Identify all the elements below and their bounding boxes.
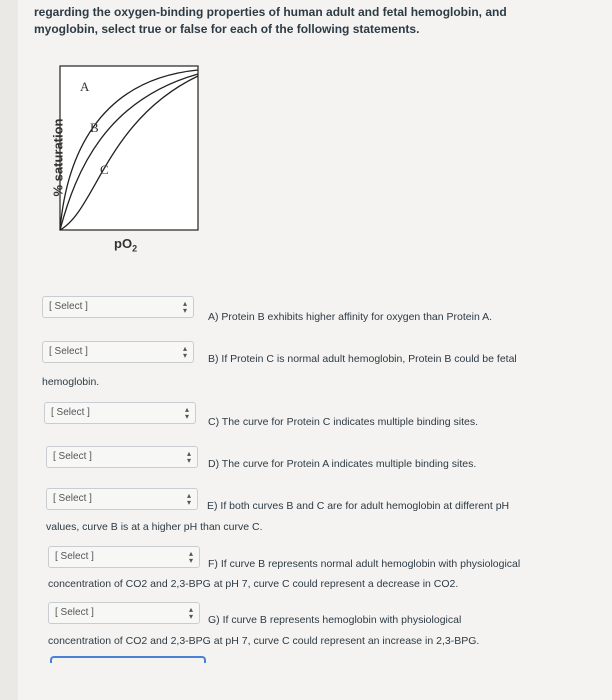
select-b[interactable]: [ Select ] ▴ ▾ [42, 341, 194, 363]
statement-a: A) Protein B exhibits higher affinity for oxygen than Protein A. [208, 311, 493, 323]
statement-f-cont: concentration of CO2 and 2,3-BPG at pH 7, curve C could represent a decrease in CO2. [48, 578, 459, 590]
select-arrows-icon: ▴ ▾ [182, 344, 187, 360]
select-f[interactable]: [ Select ] ▴ ▾ [48, 546, 200, 568]
question-prompt: regarding the oxygen-binding properties of human adult and fetal hemoglobin, and myoglobin, select true or false for each of the following statements. [34, 5, 507, 36]
statement-b: B) If Protein C is normal adult hemoglobin, Protein B could be fetal [208, 353, 517, 365]
select-a[interactable]: [ Select ] ▴ ▾ [42, 296, 194, 318]
curve-label-a: A [80, 79, 90, 94]
y-axis-label: % saturation [50, 118, 66, 197]
select-d[interactable]: [ Select ] ▴ ▾ [46, 446, 198, 468]
next-select-focus-outline[interactable] [50, 656, 206, 663]
statement-e-cont: values, curve B is at a higher pH than curve C. [46, 521, 263, 533]
select-g[interactable]: [ Select ] ▴ ▾ [48, 602, 200, 624]
curve-label-b: B [90, 120, 99, 135]
select-arrows-icon: ▴ ▾ [188, 549, 193, 565]
select-arrows-icon: ▴ ▾ [184, 405, 189, 421]
statement-g-cont: concentration of CO2 and 2,3-BPG at pH 7, curve C could represent an increase in 2,3-BPG. [48, 635, 480, 647]
oxygen-binding-graph [36, 60, 206, 260]
statement-b-cont: hemoglobin. [42, 376, 100, 388]
statement-g: G) If curve B represents hemoglobin with physiological [208, 614, 462, 626]
select-arrows-icon: ▴ ▾ [186, 449, 191, 465]
select-c[interactable]: [ Select ] ▴ ▾ [44, 402, 196, 424]
select-arrows-icon: ▴ ▾ [182, 299, 187, 315]
select-e[interactable]: [ Select ] ▴ ▾ [46, 488, 198, 510]
x-axis-label: $pO_2$ [114, 236, 138, 254]
statement-c: C) The curve for Protein C indicates multiple binding sites. [208, 416, 479, 428]
statement-d: D) The curve for Protein A indicates multiple binding sites. [208, 458, 477, 470]
select-arrows-icon: ▴ ▾ [186, 491, 191, 507]
curve-label-c: C [100, 162, 109, 177]
statement-e: E) If both curves B and C are for adult hemoglobin at different pH [207, 500, 510, 512]
select-arrows-icon: ▴ ▾ [188, 605, 193, 621]
statement-f: F) If curve B represents normal adult hemoglobin with physiological [208, 558, 521, 570]
